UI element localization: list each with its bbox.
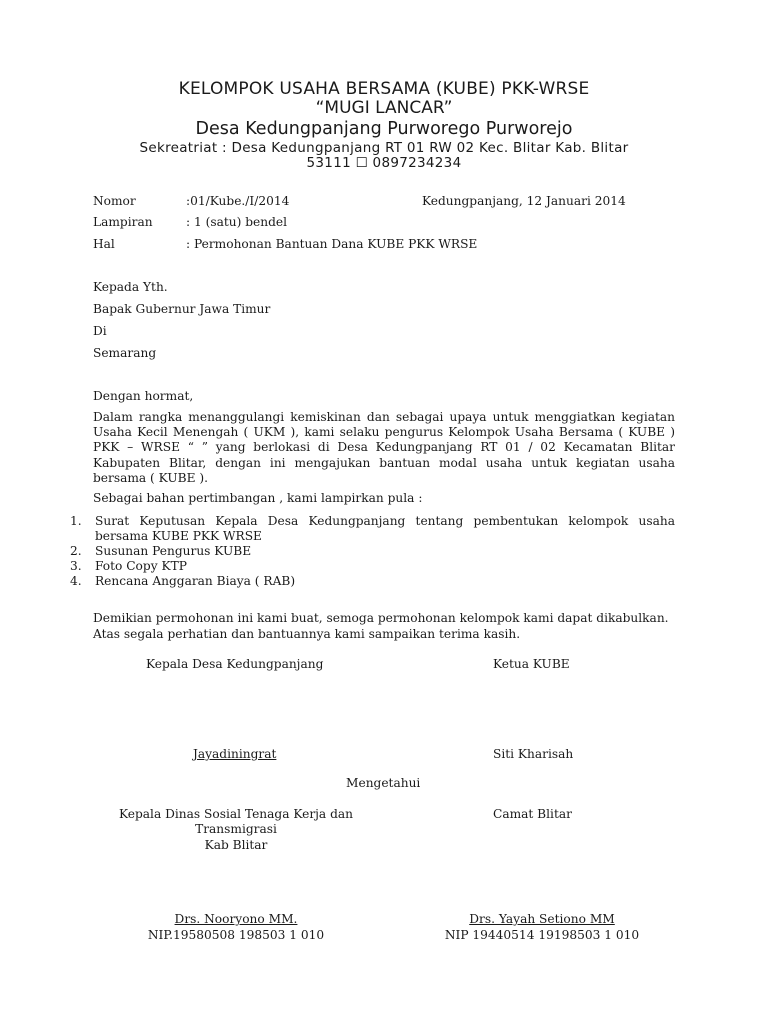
hal-value: : Permohonan Bantuan Dana KUBE PKK WRSE [186, 237, 478, 251]
sign-right2-nip: NIP 19440514 19198503 1 010 [444, 928, 640, 942]
sign-left2-title-2: Transmigrasi [195, 822, 277, 836]
sign-left2-name: Drs. Nooryono MM. [174, 912, 298, 926]
sign-left-name: Jayadiningrat [193, 747, 277, 761]
paragraph-line: PKK – WRSE “ ” yang berlokasi di Desa Kedungpanjang RT 01 / 02 Kecamatan Blitar [93, 440, 675, 455]
list-number: 1. [70, 514, 82, 528]
acknowledged-label: Mengetahui [346, 776, 421, 790]
paragraph-line: Usaha Kecil Menengah ( UKM ), kami selaku pengurus Kelompok Usaha Bersama ( KUBE ) [93, 425, 675, 440]
list-number: 2. [70, 544, 82, 558]
paragraph-line: Dalam rangka menanggulangi kemiskinan dan sebagai upaya untuk menggiatkan kegiatan [93, 410, 675, 424]
closing-line-2: Atas segala perhatian dan bantuannya kami sampaikan terima kasih. [93, 627, 521, 641]
list-number: 3. [70, 559, 82, 573]
list-item-text: bersama KUBE PKK WRSE [95, 529, 262, 543]
recipient-at: Di [93, 324, 107, 338]
list-item-text: Foto Copy KTP [95, 559, 187, 573]
body-paragraph [93, 410, 675, 486]
lampiran-label: Lampiran [93, 215, 153, 229]
attachments-intro: Sebagai bahan pertimbangan , kami lampirkan pula : [93, 491, 423, 505]
list-item-text: Surat Keputusan Kepala Desa Kedungpanjang tentang pembentukan kelompok usaha [95, 514, 675, 528]
list-item-text: Susunan Pengurus KUBE [95, 544, 252, 558]
recipient-name: Bapak Gubernur Jawa Timur [93, 302, 271, 316]
attachment-list [70, 514, 675, 589]
list-item [70, 544, 675, 559]
org-address: Sekreatriat : Desa Kedungpanjang RT 01 RW 02 Kec. Blitar Kab. Blitar [139, 140, 629, 156]
org-motto: “MUGI LANCAR” [315, 98, 453, 118]
sign-left2-title-3: Kab Blitar [204, 838, 268, 852]
list-item [70, 514, 675, 544]
list-number: 4. [70, 574, 82, 588]
org-name: KELOMPOK USAHA BERSAMA (KUBE) PKK-WRSE [178, 79, 590, 99]
letter-date: Kedungpanjang, 12 Januari 2014 [422, 194, 626, 208]
recipient-city: Semarang [93, 346, 157, 360]
sign-right2-title: Camat Blitar [493, 807, 572, 821]
paragraph-line: Kabupaten Blitar, dengan ini mengajukan bantuan modal usaha untuk kegiatan usaha [93, 455, 675, 470]
nomor-label: Nomor [93, 194, 136, 208]
nomor-value: :01/Kube./I/2014 [186, 194, 290, 208]
sign-right-title: Ketua KUBE [493, 657, 570, 671]
list-item-text: Rencana Anggaran Biaya ( RAB) [95, 574, 296, 588]
list-item [70, 559, 675, 574]
paragraph-line: bersama ( KUBE ). [93, 470, 208, 485]
org-location: Desa Kedungpanjang Purworego Purworejo [195, 119, 573, 139]
recipient-salutation: Kepada Yth. [93, 280, 168, 294]
lampiran-value: : 1 (satu) bendel [186, 215, 288, 229]
sign-left2-title-1: Kepala Dinas Sosial Tenaga Kerja dan [119, 807, 353, 821]
sign-left2-nip: NIP.19580508 198503 1 010 [147, 928, 325, 942]
sign-left-title: Kepala Desa Kedungpanjang [146, 657, 324, 671]
sign-right-name: Siti Kharisah [493, 747, 574, 761]
sign-right2-name: Drs. Yayah Setiono MM [469, 912, 615, 926]
list-item [70, 574, 675, 589]
closing-line-1: Demikian permohonan ini kami buat, semoga permohonan kelompok kami dapat dikabulkan. [93, 611, 669, 625]
greeting: Dengan hormat, [93, 389, 194, 403]
hal-label: Hal [93, 237, 115, 251]
org-contact: 53111 ☐ 0897234234 [306, 155, 462, 171]
